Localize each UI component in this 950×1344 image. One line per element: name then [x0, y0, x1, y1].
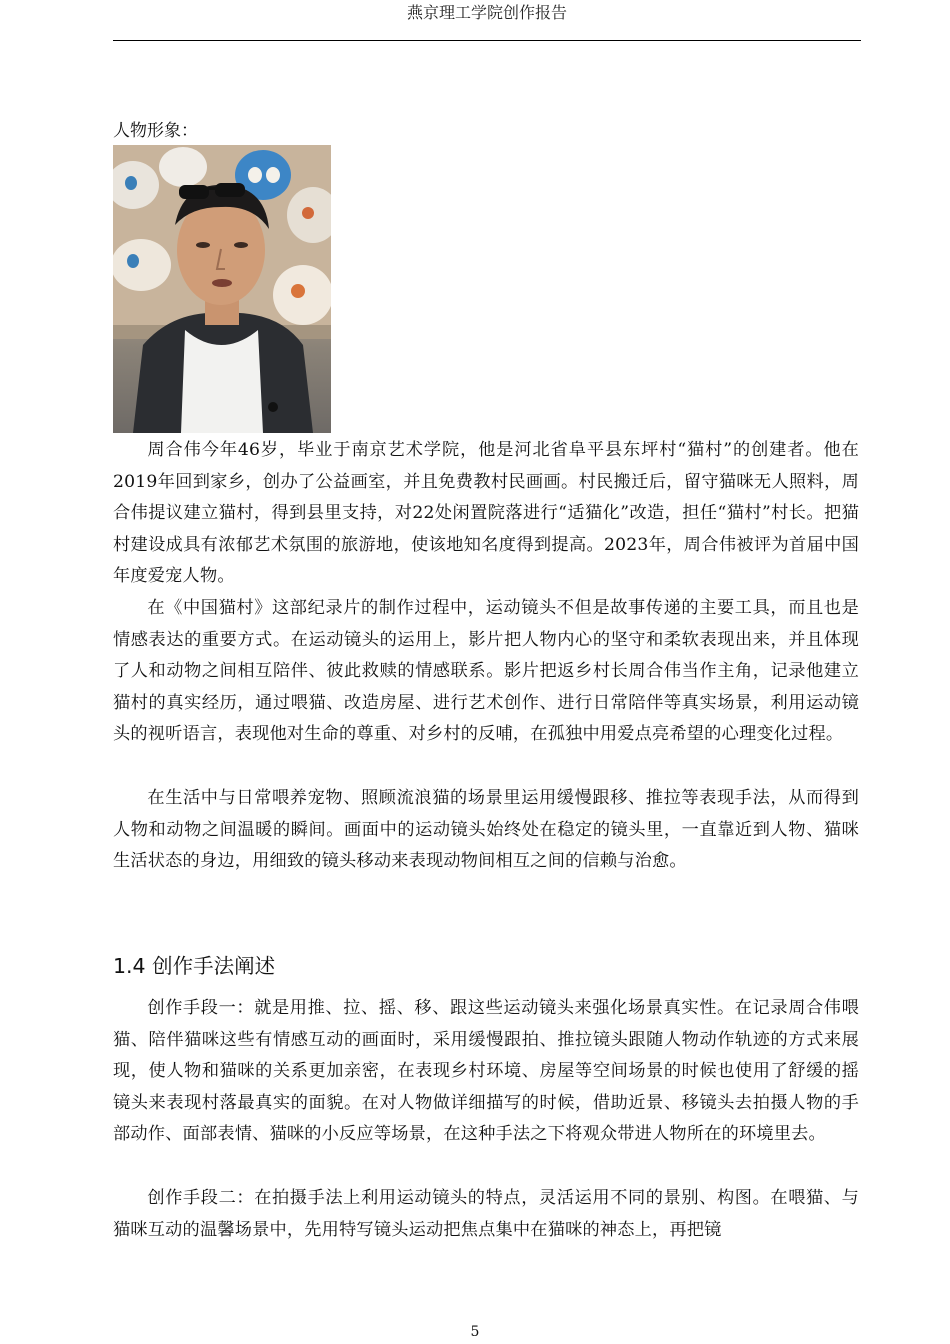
portrait-illustration: [113, 145, 331, 433]
figure-caption: 人物形象：: [113, 121, 198, 141]
body-paragraph: 创作手段二：在拍摄手法上利用运动镜头的特点，灵活运用不同的景别、构图。在喂猫、与猫咪互动的温馨场景中，先用特写镜头运动把焦点集中在猫咪的神态上，再把镜: [113, 1188, 859, 1240]
body-paragraph: 在《中国猫村》这部纪录片的制作过程中，运动镜头不但是故事传递的主要工具，而且也是情感表达的重要方式。在运动镜头的运用上，影片把人物内心的坚守和柔软表现出来，并且体现了人和动物之间相互陪伴、彼此救赎的情感联系。影片把返乡村长周合伟当作主角，记录他建立猫村的真实经历，通过喂猫、改造房屋、进行艺术创作、进行日常陪伴等真实场景，利用运动镜头的视听语言，表现他对生命的尊重、对乡村的反哺，在孤独中用爱点亮希望的心理变化过程。: [113, 598, 859, 745]
portrait-photo: [113, 145, 331, 433]
body-paragraph: 在生活中与日常喂养宠物、照顾流浪猫的场景里运用缓慢跟移、推拉等表现手法，从而得到人物和动物之间温暖的瞬间。画面中的运动镜头始终处在稳定的镜头里，一直靠近到人物、猫咪生活状态的身边，用细致的镜头移动来表现动物间相互之间的信赖与治愈。: [113, 788, 859, 872]
page-number: 5: [470, 1324, 480, 1340]
section-heading: 1.4 创作手法阐述: [113, 954, 276, 978]
page-header: [113, 0, 861, 41]
body-paragraph: 周合伟今年46岁，毕业于南京艺术学院，他是河北省阜平县东坪村“猫村”的创建者。他在2019年回到家乡，创办了公益画室，并且免费教村民画画。村民搬迁后，留守猫咪无人照料，周合伟提议建立猫村，得到县里支持，对22处闲置院落进行“适猫化”改造，担任“猫村”村长。把猫村建设成具有浓郁艺术氛围的旅游地，使该地知名度得到提高。2023年，周合伟被评为首届中国年度爱宠人物。: [113, 440, 859, 587]
body-paragraph: 创作手段一：就是用推、拉、摇、移、跟这些运动镜头来强化场景真实性。在记录周合伟喂猫、陪伴猫咪这些有情感互动的画面时，采用缓慢跟拍、推拉镜头跟随人物动作轨迹的方式来展现，使人物和猫咪的关系更加亲密，在表现乡村环境、房屋等空间场景的时候也使用了舒缓的摇镜头来表现村落最真实的面貌。在对人物做详细描写的时候，借助近景、移镜头去拍摄人物的手部动作、面部表情、猫咪的小反应等场景，在这种手法之下将观众带进人物所在的环境里去。: [113, 998, 859, 1145]
header-title: 燕京理工学院创作报告: [406, 3, 567, 22]
